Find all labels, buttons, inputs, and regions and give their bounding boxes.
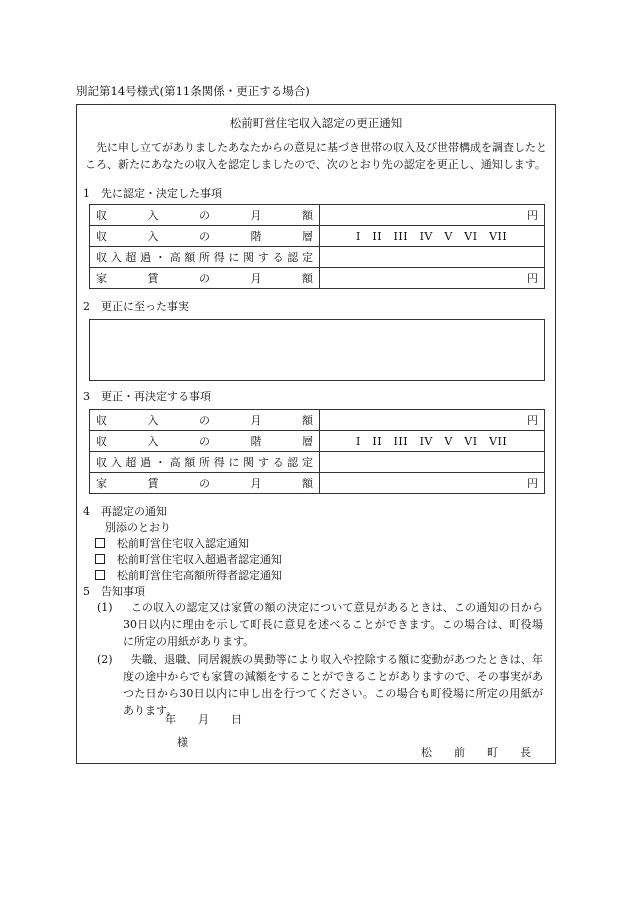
section1-table <box>89 204 545 289</box>
row-value: 円 <box>320 410 545 431</box>
row-value: 円 <box>320 473 545 494</box>
notice-form <box>76 104 556 764</box>
table-row <box>90 452 545 473</box>
row-value: 円 <box>320 268 545 289</box>
row-label: 収入の月額 <box>90 205 320 226</box>
table-row <box>90 410 545 431</box>
row-label: 収入の階層 <box>90 226 320 247</box>
form-title: 松前町営住宅収入認定の更正通知 <box>229 116 403 130</box>
checkbox[interactable] <box>95 538 105 548</box>
section4-heading: 4 再認定の通知 <box>83 505 167 518</box>
notice-item <box>97 599 543 650</box>
issuer-name: 松 前 町 長 <box>421 746 531 759</box>
section2-heading: 2 更正に至った事実 <box>83 300 189 313</box>
notice-number: (1) <box>97 601 113 614</box>
row-label: 収入超過・高額所得に関する認定 <box>90 452 320 473</box>
table-row <box>90 205 545 226</box>
option-label: 松前町営住宅収入超過者認定通知 <box>117 553 282 566</box>
row-value: 円 <box>320 205 545 226</box>
checkbox[interactable] <box>95 554 105 564</box>
row-value <box>320 452 545 473</box>
section1-heading: 1 先に認定・決定した事項 <box>83 187 222 200</box>
intro-paragraph: 先に申し立てがありましたあなたからの意見に基づき世帯の収入及び世帯構成を調査したところ、新たにあなたの収入を認定しましたので、次のとおり先の認定を更正し、通知します。 <box>85 141 547 171</box>
row-label: 家賃の月額 <box>90 268 320 289</box>
notice-number: (2) <box>97 653 113 666</box>
table-row <box>90 247 545 268</box>
row-label: 収入の月額 <box>90 410 320 431</box>
option-label: 松前町営住宅高額所得者認定通知 <box>117 569 282 582</box>
row-label: 収入の階層 <box>90 431 320 452</box>
row-value <box>320 247 545 268</box>
section3-table <box>89 409 545 494</box>
option-excess-income-notice[interactable] <box>95 551 282 567</box>
checkbox[interactable] <box>95 570 105 580</box>
option-receipt-notice[interactable] <box>95 535 249 551</box>
date-line: 年 月 日 <box>165 713 242 726</box>
row-value-grades: I II III IV V VI VII <box>320 431 545 452</box>
notice-item <box>97 651 543 719</box>
row-value-grades: I II III IV V VI VII <box>320 226 545 247</box>
table-row <box>90 431 545 452</box>
section3-heading: 3 更正・再決定する事項 <box>83 390 211 403</box>
form-caption: 別記第14号様式(第11条関係・更正する場合) <box>76 84 310 98</box>
option-high-income-notice[interactable] <box>95 567 282 583</box>
notice-text: 失職、退職、同居親族の異動等により収入や控除する額に変動があつたときは、年度の途中からでも家賃の減額をすることができることがありますので、その事実があつた日から30日以内に申し出を行つてください。この場合も町役場に所定の用紙があります。 <box>123 653 543 717</box>
addressee-label: 様 <box>177 736 188 749</box>
section5-heading: 5 告知事項 <box>83 585 145 598</box>
row-label: 家賃の月額 <box>90 473 320 494</box>
table-row <box>90 268 545 289</box>
table-row <box>90 473 545 494</box>
section4-subtext: 別添のとおり <box>105 521 171 534</box>
option-label: 松前町営住宅収入認定通知 <box>117 537 249 550</box>
table-row <box>90 226 545 247</box>
section2-textbox[interactable] <box>89 319 545 381</box>
row-label: 収入超過・高額所得に関する認定 <box>90 247 320 268</box>
notice-text: この収入の認定又は家賃の額の決定について意見があるときは、この通知の日から30日以内に理由を示して町長に意見を述べることができます。この場合は、町役場に所定の用紙があります。 <box>123 601 543 648</box>
